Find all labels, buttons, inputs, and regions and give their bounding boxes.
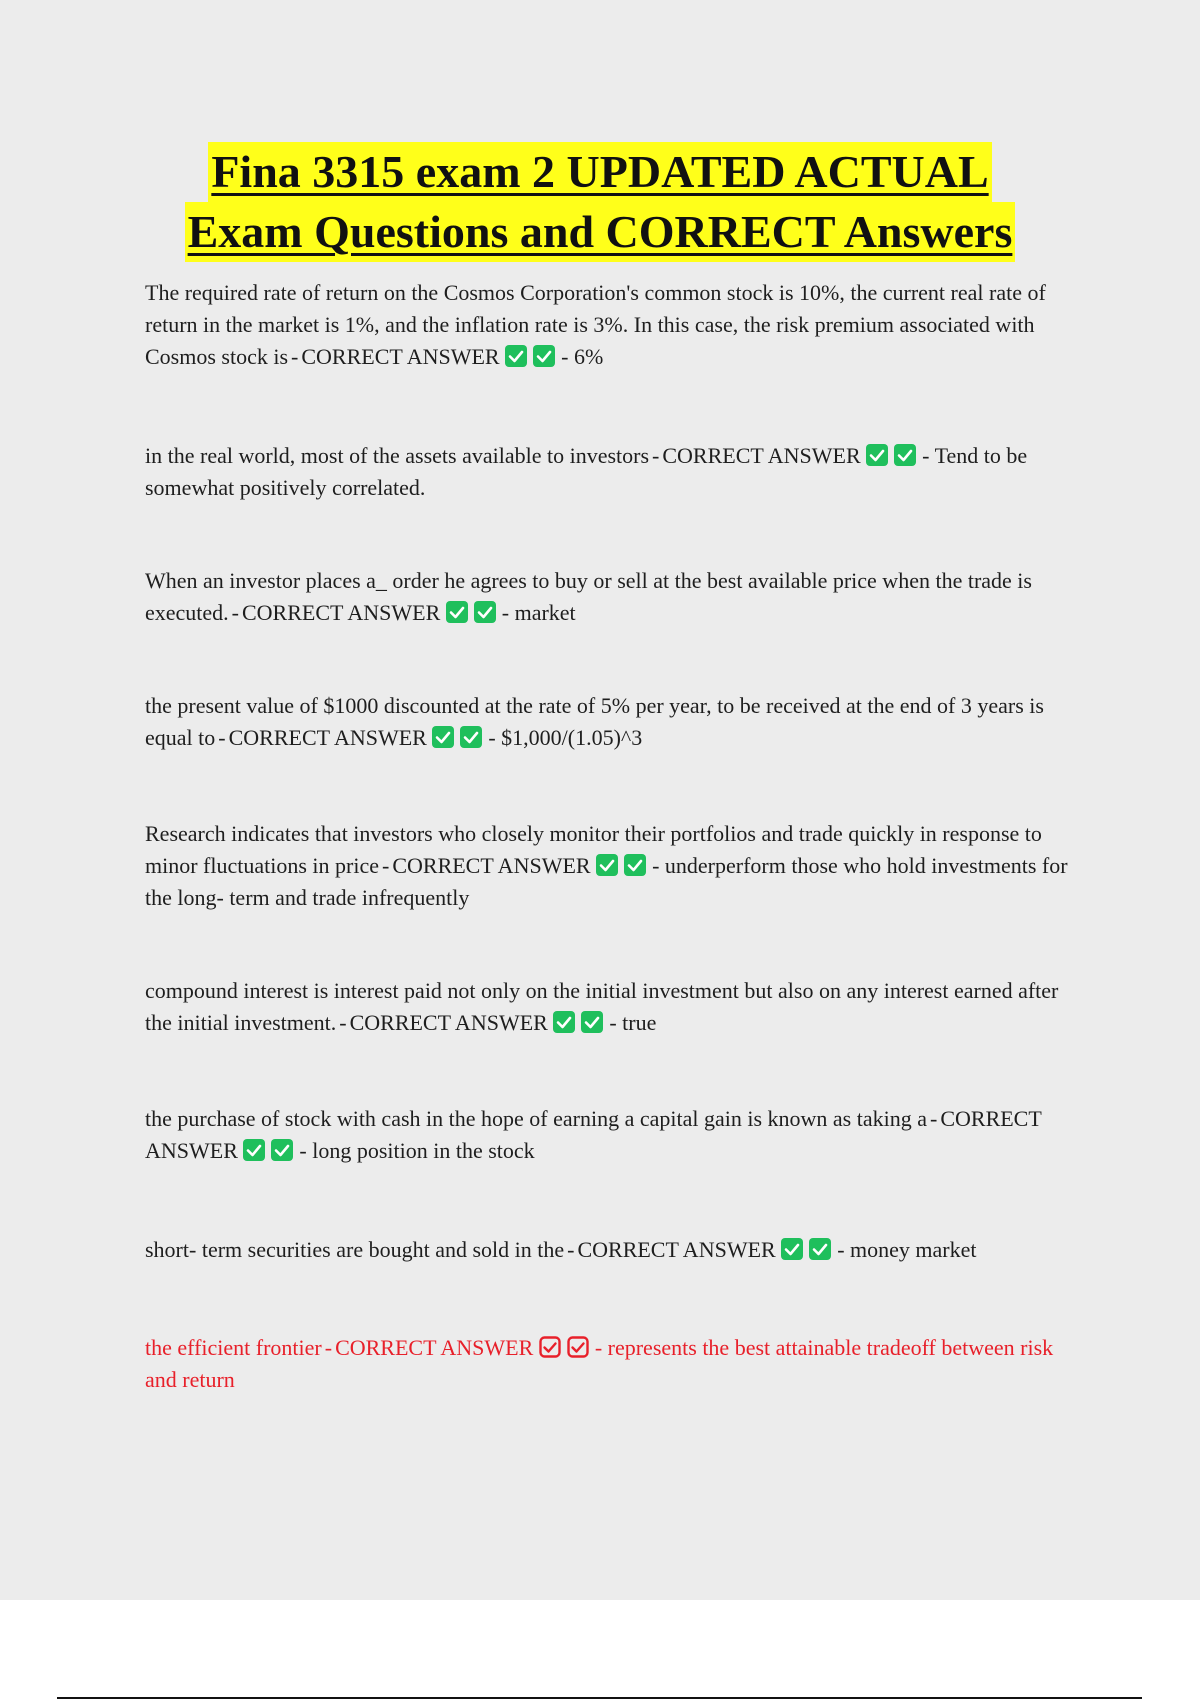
footer-rule — [57, 1697, 1142, 1699]
check-box-icon — [474, 601, 496, 623]
check-box-icon — [781, 1238, 803, 1260]
separator: - — [382, 853, 390, 878]
check-box-icon — [505, 345, 527, 367]
separator: - — [218, 725, 226, 750]
separator: - — [231, 600, 239, 625]
check-box-icon — [809, 1238, 831, 1260]
title-line-1: Fina 3315 exam 2 UPDATED ACTUAL — [208, 142, 991, 202]
qa-item-6 — [145, 975, 1085, 1039]
check-box-icon — [596, 854, 618, 876]
qa-item-4 — [145, 690, 1085, 754]
check-box-icon — [460, 726, 482, 748]
qa-item-3 — [145, 565, 1085, 629]
separator: - — [567, 1237, 575, 1262]
correct-answer-label: CORRECT ANSWER — [335, 1335, 534, 1360]
qa-item-1 — [145, 277, 1085, 373]
question-text: The required rate of return on the Cosmos Corporation's common stock is 10%, the current real rate of return in the market is 1%, and the inflation rate is 3%. In this case, the risk premium associated with Cosmos stock is — [145, 280, 1046, 369]
answer-text: market — [514, 600, 576, 625]
answer-text: true — [622, 1010, 657, 1035]
correct-answer-label: CORRECT ANSWER — [349, 1010, 548, 1035]
title-line-2: Exam Questions and CORRECT Answers — [185, 202, 1016, 262]
separator: - — [501, 600, 510, 625]
answer-text: money market — [850, 1237, 977, 1262]
correct-answer-label: CORRECT ANSWER — [577, 1237, 776, 1262]
check-box-icon — [866, 444, 888, 466]
correct-answer-label: CORRECT ANSWER — [662, 443, 861, 468]
separator: - — [339, 1010, 347, 1035]
qa-item-9 — [145, 1332, 1085, 1396]
separator: - — [488, 725, 496, 750]
correct-answer-label: CORRECT ANSWER — [228, 725, 427, 750]
check-box-icon — [271, 1139, 293, 1161]
separator: - — [561, 344, 569, 369]
check-box-icon — [539, 1336, 561, 1358]
separator: - — [299, 1138, 307, 1163]
question-text: the efficient frontier — [145, 1335, 322, 1360]
check-box-icon — [894, 444, 916, 466]
separator: - — [594, 1335, 603, 1360]
correct-answer-label: CORRECT ANSWER — [242, 600, 441, 625]
separator: - — [609, 1010, 617, 1035]
check-box-icon — [432, 726, 454, 748]
separator: - — [291, 344, 299, 369]
check-box-icon — [533, 345, 555, 367]
answer-text: long position in the stock — [312, 1138, 535, 1163]
check-box-icon — [446, 601, 468, 623]
check-box-icon — [243, 1139, 265, 1161]
answer-text: underperform those who hold investments for the long- term and trade infrequently — [145, 853, 1068, 910]
correct-answer-label: CORRECT ANSWER — [301, 344, 500, 369]
question-text: short- term securities are bought and sold in the — [145, 1237, 565, 1262]
answer-text: represents the best attainable tradeoff between risk and return — [145, 1335, 1054, 1392]
question-text: in the real world, most of the assets available to investors — [145, 443, 650, 468]
separator: - — [652, 853, 660, 878]
document-title — [0, 142, 1200, 262]
answer-text: $1,000/(1.05)^3 — [501, 725, 643, 750]
question-text: When an investor places a_ order he agrees to buy or sell at the best available price when the trade is executed. — [145, 568, 1032, 625]
question-text: the present value of $1000 discounted at the rate of 5% per year, to be received at the end of 3 years is equal to — [145, 693, 1044, 750]
separator: - — [922, 443, 930, 468]
check-box-icon — [581, 1011, 603, 1033]
correct-answer-label: CORRECT ANSWER — [392, 853, 591, 878]
qa-item-5 — [145, 818, 1085, 914]
separator: - — [324, 1335, 333, 1360]
qa-item-8 — [145, 1234, 1085, 1266]
qa-item-7 — [145, 1103, 1085, 1167]
question-text: Research indicates that investors who closely monitor their portfolios and trade quickly in response to minor fluctuations in price — [145, 821, 1042, 878]
separator: - — [652, 443, 660, 468]
qa-item-2 — [145, 440, 1085, 504]
check-box-icon — [567, 1336, 589, 1358]
check-box-icon — [624, 854, 646, 876]
check-box-icon — [553, 1011, 575, 1033]
separator: - — [837, 1237, 845, 1262]
answer-text: 6% — [573, 344, 604, 369]
correct-answer-label: CORRECT ANSWER — [145, 1106, 1042, 1163]
question-text: compound interest is interest paid not only on the initial investment but also on any interest earned after the initial investment. — [145, 978, 1059, 1035]
answer-text: Tend to be somewhat positively correlated. — [145, 443, 1028, 500]
question-text: the purchase of stock with cash in the hope of earning a capital gain is known as taking a — [145, 1106, 927, 1131]
separator: - — [930, 1106, 938, 1131]
